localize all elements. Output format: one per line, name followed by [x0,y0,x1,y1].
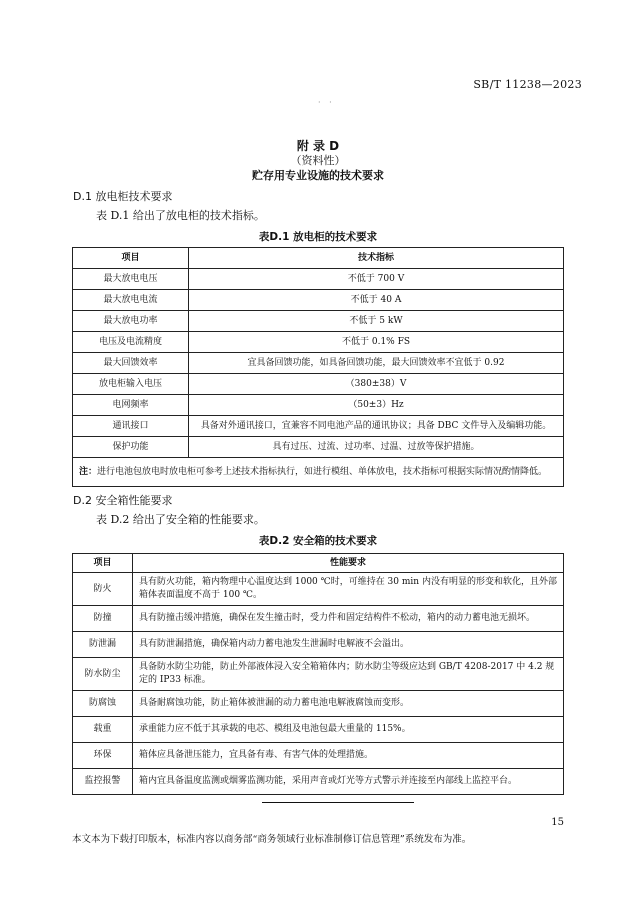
value-cell: 具备耐腐蚀功能，防止箱体被泄漏的动力蓄电池电解液腐蚀而变形。 [133,691,564,717]
footer-notice: 本文本为下载打印版本，标准内容以商务部“商务领域行业标准制修订信息管理”系统发布为准。 [72,834,472,845]
table-row [73,311,564,332]
table-row [73,269,564,290]
item-cell: 通讯接口 [73,416,189,437]
table-d2 [72,553,564,795]
table-row [73,717,564,743]
item-cell: 防腐蚀 [73,691,133,717]
value-cell: 箱体应具备泄压能力，宜具备有毒、有害气体的处理措施。 [133,743,564,769]
value-cell: （380±38）V [189,374,564,395]
value-cell: 具有防火功能，箱内物理中心温度达到 1000 ℃时，可维持在 30 min 内没有明显的形变和软化，且外部箱体表面温度不高于 100 ℃。 [133,573,564,606]
table-note-row [73,458,564,487]
item-cell: 放电柜输入电压 [73,374,189,395]
item-cell: 最大放电电压 [73,269,189,290]
section-d2-intro: 表 D.2 给出了安全箱的性能要求。 [96,513,265,526]
item-cell: 环保 [73,743,133,769]
value-cell: 不低于 700 V [189,269,564,290]
table-row [73,691,564,717]
value-cell: 具备防水防尘功能，防止外部液体浸入安全箱箱体内；防水防尘等级应达到 GB/T 4208-2017 中 4.2 规定的 IP33 标准。 [133,658,564,691]
value-cell: 具有防撞击缓冲措施，确保在发生撞击时，受力件和固定结构件不松动，箱内的动力蓄电池无损坏。 [133,606,564,632]
value-cell: 宜具备回馈功能，如具备回馈功能，最大回馈效率不宜低于 0.92 [189,353,564,374]
item-cell: 防撞 [73,606,133,632]
item-cell: 最大放电电流 [73,290,189,311]
table-d2-caption: 表D.2 安全箱的技术要求 [258,535,378,547]
section-d1-intro: 表 D.1 给出了放电柜的技术指标。 [96,209,265,222]
table-row [73,743,564,769]
item-cell: 保护功能 [73,437,189,458]
item-cell: 最大回馈效率 [73,353,189,374]
value-cell: 具有防泄漏措施，确保箱内动力蓄电池发生泄漏时电解液不会溢出。 [133,632,564,658]
table-row [73,437,564,458]
item-cell: 防水防尘 [73,658,133,691]
table-row [73,632,564,658]
header-dots: · · [318,98,335,107]
value-cell: 不低于 40 A [189,290,564,311]
table-note [73,458,564,487]
value-cell: （50±3）Hz [189,395,564,416]
value-cell: 具有过压、过流、过功率、过温、过放等保护措施。 [189,437,564,458]
item-cell: 最大放电功率 [73,311,189,332]
table-row [73,332,564,353]
table-header-row [73,554,564,573]
table-row [73,658,564,691]
appendix-title: 附 录 D [296,139,340,153]
column-header: 项目 [73,554,133,573]
table-row [73,353,564,374]
item-cell: 监控报警 [73,769,133,795]
section-d1-heading: D.1 放电柜技术要求 [73,190,173,203]
table-d1-caption: 表D.1 放电柜的技术要求 [258,231,378,243]
standard-code: SB/T 11238—2023 [473,78,582,91]
note-label: 注： [79,466,98,477]
table-row [73,290,564,311]
page-number: 15 [551,817,564,828]
appendix-subject: 贮存用专业设施的技术要求 [252,169,384,182]
column-header: 性能要求 [133,554,564,573]
table-row [73,606,564,632]
item-cell: 防泄漏 [73,632,133,658]
note-text: 进行电池包放电时放电柜可参考上述技术指标执行，如进行模组、单体放电，技术指标可根据实际情况酌情降低。 [97,466,548,477]
item-cell: 电网频率 [73,395,189,416]
table-row [73,395,564,416]
value-cell: 承重能力应不低于其承载的电芯、模组及电池包最大重量的 115%。 [133,717,564,743]
value-cell: 不低于 5 kW [189,311,564,332]
item-cell: 防火 [73,573,133,606]
table-row [73,416,564,437]
table-row [73,374,564,395]
column-header: 技术指标 [189,248,564,269]
table-header-row [73,248,564,269]
table-d1 [72,247,564,487]
column-header: 项目 [73,248,189,269]
table-row [73,769,564,795]
item-cell: 电压及电流精度 [73,332,189,353]
value-cell: 具备对外通讯接口，宜兼容不同电池产品的通讯协议；具备 DBC 文件导入及编辑功能。 [189,416,564,437]
table-row [73,573,564,606]
item-cell: 载重 [73,717,133,743]
value-cell: 不低于 0.1% FS [189,332,564,353]
end-divider [262,802,414,803]
section-d2-heading: D.2 安全箱性能要求 [73,494,173,507]
value-cell: 箱内宜具备温度监测或烟雾监测功能，采用声音或灯光等方式警示并连接至内部线上监控平台。 [133,769,564,795]
appendix-nature: （资料性） [290,154,346,167]
